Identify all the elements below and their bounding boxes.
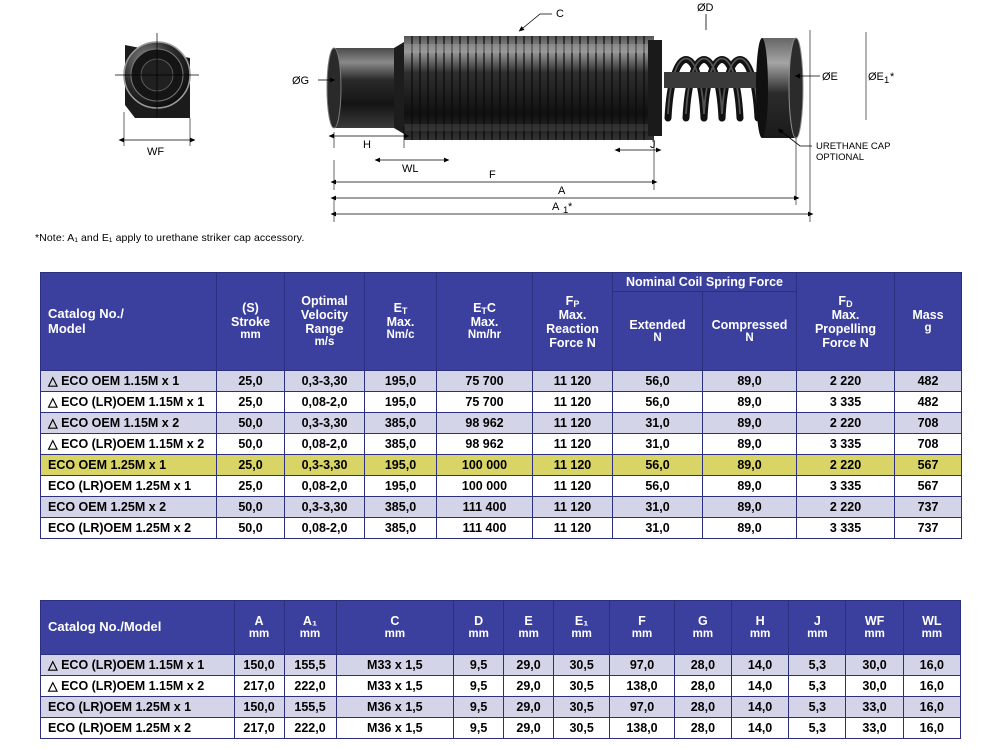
- product-diagram: [0, 0, 1000, 250]
- cell-g: 28,0: [674, 655, 731, 676]
- cell-e1: 30,5: [554, 655, 610, 676]
- cell-fd: 3 335: [797, 476, 895, 497]
- cell-c: M33 x 1,5: [336, 676, 454, 697]
- cell-wf: 30,0: [846, 676, 903, 697]
- cell-extended: 56,0: [613, 455, 703, 476]
- th-mass: Mass g: [895, 273, 962, 371]
- cell-e1: 30,5: [554, 676, 610, 697]
- cell-fd: 3 335: [797, 392, 895, 413]
- cell-c: M36 x 1,5: [336, 718, 454, 739]
- cell-velocity: 0,3-3,30: [285, 455, 365, 476]
- cell-fd: 2 220: [797, 497, 895, 518]
- th2-a1: A₁ mm: [284, 601, 336, 655]
- th2-e1: E₁ mm: [554, 601, 610, 655]
- cell-et: 385,0: [365, 434, 437, 455]
- cell-wf: 30,0: [846, 655, 903, 676]
- label-f: F: [489, 169, 496, 181]
- table-row[interactable]: [41, 655, 961, 676]
- cell-model: △ ECO OEM 1.15M x 1: [41, 371, 217, 392]
- th2-j: J mm: [789, 601, 846, 655]
- th2-g: G mm: [674, 601, 731, 655]
- label-urethane-cap-2: OPTIONAL: [816, 152, 865, 163]
- table-row[interactable]: [41, 518, 962, 539]
- cell-a1: 222,0: [284, 718, 336, 739]
- table1-body: [41, 371, 962, 539]
- cell-wl: 16,0: [903, 676, 960, 697]
- cell-model: △ ECO (LR)OEM 1.15M x 1: [41, 655, 235, 676]
- cell-fp: 11 120: [533, 371, 613, 392]
- cell-extended: 31,0: [613, 413, 703, 434]
- th2-d: D mm: [454, 601, 504, 655]
- th-nominal-coil-spring-force: Nominal Coil Spring Force: [613, 273, 797, 292]
- table2-body: [41, 655, 961, 739]
- cell-g: 28,0: [674, 718, 731, 739]
- cell-fp: 11 120: [533, 476, 613, 497]
- cell-f: 97,0: [610, 697, 675, 718]
- cell-stroke: 25,0: [217, 455, 285, 476]
- cell-compressed: 89,0: [703, 392, 797, 413]
- cell-velocity: 0,08-2,0: [285, 392, 365, 413]
- table1-header: [41, 273, 962, 371]
- cell-stroke: 50,0: [217, 413, 285, 434]
- label-h: H: [363, 139, 371, 151]
- cell-model: △ ECO (LR)OEM 1.15M x 2: [41, 676, 235, 697]
- table2-header: [41, 601, 961, 655]
- cell-stroke: 25,0: [217, 392, 285, 413]
- cell-etc: 98 962: [437, 413, 533, 434]
- cell-model: △ ECO (LR)OEM 1.15M x 2: [41, 434, 217, 455]
- cell-e: 29,0: [504, 655, 554, 676]
- cell-c: M36 x 1,5: [336, 697, 454, 718]
- cell-etc: 75 700: [437, 392, 533, 413]
- cell-etc: 100 000: [437, 455, 533, 476]
- cell-fp: 11 120: [533, 434, 613, 455]
- cell-et: 385,0: [365, 497, 437, 518]
- label-wf: WF: [147, 146, 165, 158]
- cell-velocity: 0,08-2,0: [285, 518, 365, 539]
- label-og: ØG: [292, 75, 310, 87]
- cell-velocity: 0,3-3,30: [285, 371, 365, 392]
- cell-compressed: 89,0: [703, 455, 797, 476]
- cell-compressed: 89,0: [703, 413, 797, 434]
- dimension-table-2-container: [40, 600, 961, 739]
- th-spring-extended: Extended N: [613, 292, 703, 371]
- th2-e: E mm: [504, 601, 554, 655]
- th-fp-max-reaction-force: $F_P$ Max. Reaction Force N: [533, 273, 613, 371]
- th2-f: F mm: [610, 601, 675, 655]
- cell-e: 29,0: [504, 718, 554, 739]
- table-row[interactable]: [41, 413, 962, 434]
- th-fd-max-propelling-force: $F_D$ Max. Propelling Force N: [797, 273, 895, 371]
- cell-d: 9,5: [454, 697, 504, 718]
- cell-extended: 31,0: [613, 434, 703, 455]
- dimension-table-2: [40, 600, 961, 739]
- cell-d: 9,5: [454, 655, 504, 676]
- cell-fd: 3 335: [797, 518, 895, 539]
- table1-header-row-1: [41, 273, 962, 292]
- cell-model: △ ECO (LR)OEM 1.15M x 1: [41, 392, 217, 413]
- table-row[interactable]: [41, 697, 961, 718]
- specification-table-1: [40, 272, 962, 539]
- cell-f: 97,0: [610, 655, 675, 676]
- cell-a: 217,0: [234, 676, 284, 697]
- cell-j: 5,3: [789, 718, 846, 739]
- cell-etc: 111 400: [437, 497, 533, 518]
- label-c: C: [556, 8, 564, 20]
- cell-j: 5,3: [789, 676, 846, 697]
- th2-catalog-model: Catalog No./Model: [41, 601, 235, 655]
- cell-wf: 33,0: [846, 718, 903, 739]
- th-et-max: $E_T$ Max. Nm/c: [365, 273, 437, 371]
- cell-et: 195,0: [365, 371, 437, 392]
- cell-fp: 11 120: [533, 413, 613, 434]
- label-urethane-cap-1: URETHANE CAP: [816, 141, 891, 152]
- cell-mass: 567: [895, 476, 962, 497]
- cell-fp: 11 120: [533, 518, 613, 539]
- specification-table-1-container: [40, 272, 962, 539]
- cell-d: 9,5: [454, 676, 504, 697]
- cell-mass: 567: [895, 455, 962, 476]
- cell-extended: 56,0: [613, 392, 703, 413]
- cell-c: M33 x 1,5: [336, 655, 454, 676]
- cell-mass: 708: [895, 434, 962, 455]
- cell-a1: 155,5: [284, 655, 336, 676]
- svg-text:1: 1: [884, 75, 890, 86]
- th-etc-max: $E_TC$ Max. Nm/hr: [437, 273, 533, 371]
- assembly-side-view: [327, 36, 803, 140]
- cell-h: 14,0: [731, 655, 788, 676]
- table-row[interactable]: [41, 434, 962, 455]
- svg-text:*: *: [890, 71, 895, 83]
- label-a1: A: [552, 201, 560, 213]
- cell-a: 217,0: [234, 718, 284, 739]
- cell-a: 150,0: [234, 655, 284, 676]
- cell-h: 14,0: [731, 697, 788, 718]
- cell-model: ECO OEM 1.25M x 1: [41, 455, 217, 476]
- cell-extended: 31,0: [613, 497, 703, 518]
- cell-h: 14,0: [731, 676, 788, 697]
- cell-compressed: 89,0: [703, 497, 797, 518]
- cell-fd: 2 220: [797, 413, 895, 434]
- cell-e1: 30,5: [554, 718, 610, 739]
- cell-compressed: 89,0: [703, 434, 797, 455]
- cell-etc: 98 962: [437, 434, 533, 455]
- cell-wl: 16,0: [903, 655, 960, 676]
- cell-mass: 482: [895, 371, 962, 392]
- cell-velocity: 0,3-3,30: [285, 497, 365, 518]
- table-row[interactable]: [41, 392, 962, 413]
- cell-e1: 30,5: [554, 697, 610, 718]
- cell-model: ECO OEM 1.25M x 2: [41, 497, 217, 518]
- cell-stroke: 50,0: [217, 434, 285, 455]
- cell-fp: 11 120: [533, 497, 613, 518]
- th-stroke: (S) Stroke mm: [217, 273, 285, 371]
- svg-text:*: *: [568, 201, 573, 213]
- cell-etc: 111 400: [437, 518, 533, 539]
- th2-h: H mm: [731, 601, 788, 655]
- th2-c: C mm: [336, 601, 454, 655]
- table-row[interactable]: [41, 497, 962, 518]
- cell-et: 385,0: [365, 518, 437, 539]
- cell-wl: 16,0: [903, 697, 960, 718]
- table-row-highlighted[interactable]: [41, 455, 962, 476]
- table-row[interactable]: [41, 371, 962, 392]
- cell-d: 9,5: [454, 718, 504, 739]
- end-view-cylinder: [115, 33, 199, 158]
- cell-compressed: 89,0: [703, 476, 797, 497]
- table-row[interactable]: [41, 676, 961, 697]
- cell-f: 138,0: [610, 718, 675, 739]
- cell-extended: 31,0: [613, 518, 703, 539]
- cell-stroke: 25,0: [217, 371, 285, 392]
- cell-mass: 737: [895, 497, 962, 518]
- cell-fp: 11 120: [533, 455, 613, 476]
- cell-model: ECO (LR)OEM 1.25M x 2: [41, 718, 235, 739]
- cell-etc: 75 700: [437, 371, 533, 392]
- th2-wl: WL mm: [903, 601, 960, 655]
- cell-et: 385,0: [365, 413, 437, 434]
- cell-et: 195,0: [365, 392, 437, 413]
- cell-g: 28,0: [674, 697, 731, 718]
- cell-extended: 56,0: [613, 476, 703, 497]
- cell-stroke: 25,0: [217, 476, 285, 497]
- cell-fd: 3 335: [797, 434, 895, 455]
- label-od: ØD: [697, 2, 714, 14]
- cell-et: 195,0: [365, 476, 437, 497]
- th-catalog-model: Catalog No./ Model: [41, 273, 217, 371]
- cell-model: ECO (LR)OEM 1.25M x 2: [41, 518, 217, 539]
- shock-absorber-illustration: [0, 0, 1000, 250]
- cell-extended: 56,0: [613, 371, 703, 392]
- svg-text:1: 1: [563, 205, 569, 216]
- table-row[interactable]: [41, 718, 961, 739]
- cell-model: △ ECO OEM 1.15M x 2: [41, 413, 217, 434]
- diagram-footnote: *Note: A₁ and E₁ apply to urethane striker cap accessory.: [35, 232, 305, 244]
- th-spring-compressed: Compressed N: [703, 292, 797, 371]
- cell-fd: 2 220: [797, 455, 895, 476]
- cell-e: 29,0: [504, 697, 554, 718]
- cell-stroke: 50,0: [217, 518, 285, 539]
- cell-j: 5,3: [789, 697, 846, 718]
- label-wl: WL: [402, 163, 419, 175]
- cell-f: 138,0: [610, 676, 675, 697]
- cell-etc: 100 000: [437, 476, 533, 497]
- cell-a: 150,0: [234, 697, 284, 718]
- cell-h: 14,0: [731, 718, 788, 739]
- label-oe1: ØE: [868, 71, 884, 83]
- cell-velocity: 0,3-3,30: [285, 413, 365, 434]
- cell-a1: 222,0: [284, 676, 336, 697]
- cell-j: 5,3: [789, 655, 846, 676]
- cell-mass: 482: [895, 392, 962, 413]
- cell-wl: 16,0: [903, 718, 960, 739]
- cell-compressed: 89,0: [703, 371, 797, 392]
- cell-mass: 737: [895, 518, 962, 539]
- cell-fd: 2 220: [797, 371, 895, 392]
- cell-fp: 11 120: [533, 392, 613, 413]
- label-oe: ØE: [822, 71, 838, 83]
- label-a: A: [558, 185, 566, 197]
- cell-stroke: 50,0: [217, 497, 285, 518]
- cell-model: ECO (LR)OEM 1.25M x 1: [41, 697, 235, 718]
- label-j: J: [650, 139, 656, 151]
- cell-e: 29,0: [504, 676, 554, 697]
- cell-velocity: 0,08-2,0: [285, 434, 365, 455]
- th2-a: A mm: [234, 601, 284, 655]
- table-row[interactable]: [41, 476, 962, 497]
- th-optimal-velocity-range: Optimal Velocity Range m/s: [285, 273, 365, 371]
- cell-compressed: 89,0: [703, 518, 797, 539]
- th2-wf: WF mm: [846, 601, 903, 655]
- cell-wf: 33,0: [846, 697, 903, 718]
- cell-g: 28,0: [674, 676, 731, 697]
- cell-et: 195,0: [365, 455, 437, 476]
- cell-model: ECO (LR)OEM 1.25M x 1: [41, 476, 217, 497]
- cell-a1: 155,5: [284, 697, 336, 718]
- cell-mass: 708: [895, 413, 962, 434]
- cell-velocity: 0,08-2,0: [285, 476, 365, 497]
- table2-header-row: [41, 601, 961, 655]
